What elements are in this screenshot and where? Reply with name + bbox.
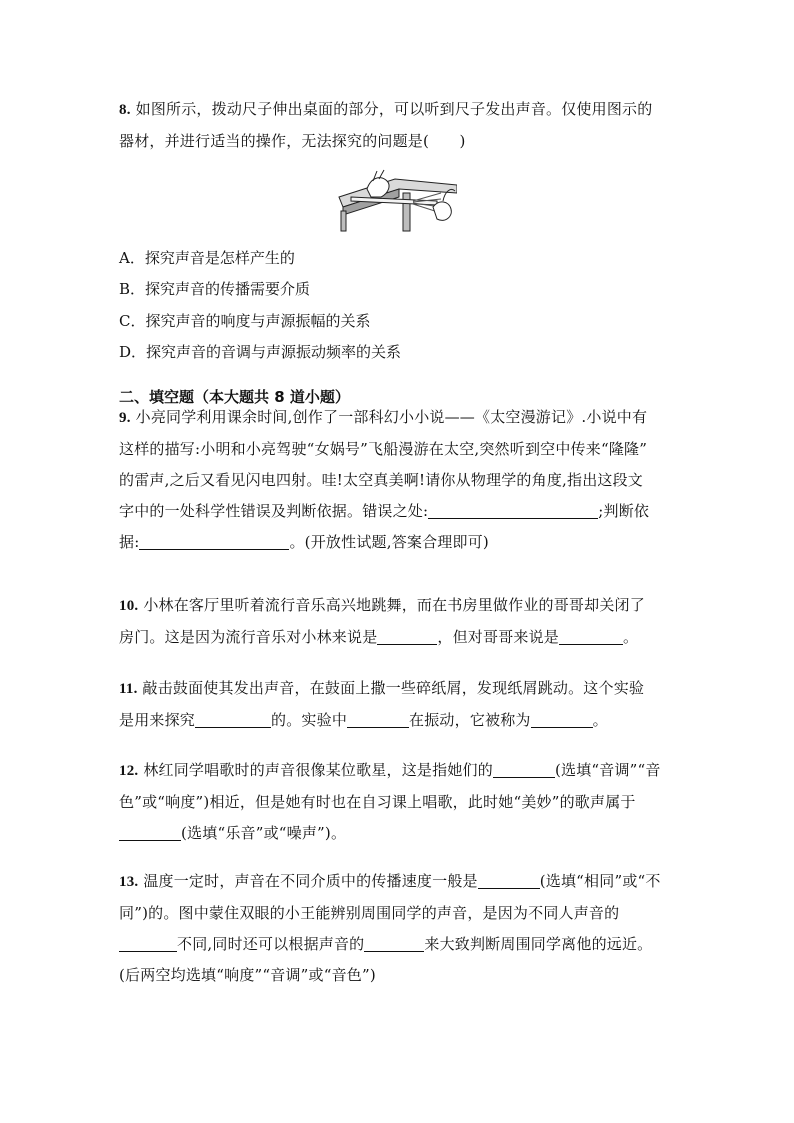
question-text: 。 [592, 711, 608, 729]
question-text: 在振动，它被称为 [409, 711, 531, 729]
question-text: 。 [623, 628, 639, 646]
question-text: 据: [119, 533, 140, 551]
question-text: 是用来探究 [119, 711, 196, 729]
question-text: 如图所示，拨动尺子伸出桌面的部分，可以听到尺子发出声音。仅使用图示的 [130, 100, 653, 118]
answer-blank[interactable] [347, 711, 409, 728]
question-10 [119, 590, 679, 653]
question-text: 房门。这是因为流行音乐对小林来说是 [119, 628, 378, 646]
ruler-on-table-figure [337, 167, 457, 233]
answer-blank[interactable] [139, 533, 289, 550]
question-text: 小林在客厅里听着流行音乐高兴地跳舞，而在书房里做作业的哥哥却关闭了 [138, 596, 645, 614]
question-number: 12. [119, 763, 139, 779]
question-text: 小亮同学利用课余时间,创作了一部科幻小小说——《太空漫游记》.小说中有 [130, 408, 648, 426]
question-text: 敲击鼓面使其发出声音，在鼓面上撒一些碎纸屑，发现纸屑跳动。这个实验 [137, 679, 645, 697]
question-text: (后两空均选填“响度”“音调”或“音色”) [119, 966, 376, 984]
question-text: 的。实验中 [271, 711, 348, 729]
question-text: (选填“音调”“音 [554, 761, 661, 779]
question-number: 9. [119, 410, 131, 426]
question-number: 13. [119, 874, 139, 890]
section-heading: 二、填空题（本大题共 8 道小题） [119, 388, 350, 406]
question-text: 同”)的。图中蒙住双眼的小王能辨别周围同学的声音，是因为不同人声音的 [119, 904, 620, 922]
answer-blank[interactable] [364, 935, 424, 952]
option-a: A．探究声音是怎样产生的 [119, 249, 295, 267]
answer-blank[interactable] [428, 502, 598, 519]
question-text: 器材，并进行适当的操作，无法探究的问题是( ) [119, 132, 466, 150]
question-12 [119, 755, 679, 849]
question-text: 字中的一处科学性错误及判断依据。错误之处: [119, 502, 429, 520]
question-9 [119, 402, 679, 558]
question-11 [119, 673, 679, 736]
option-d: D．探究声音的音调与声源振动频率的关系 [119, 343, 402, 361]
question-text: (选填“相同”或“不 [539, 872, 661, 890]
answer-blank[interactable] [531, 711, 593, 728]
question-number: 10. [119, 598, 139, 614]
question-text: 。(开放性试题,答案合理即可) [289, 533, 489, 551]
answer-blank[interactable] [119, 935, 177, 952]
question-text: 不同,同时还可以根据声音的 [177, 935, 365, 953]
question-text: (选填“乐音”或“噪声”)。 [181, 824, 347, 842]
answer-blank[interactable] [119, 824, 181, 841]
question-text: 这样的描写:小明和小亮驾驶“女娲号”飞船漫游在太空,突然听到空中传来“隆隆” [119, 440, 648, 458]
question-number: 8. [119, 102, 131, 118]
question-text: ，但对哥哥来说是 [437, 628, 560, 646]
answer-blank[interactable] [195, 711, 271, 728]
question-text: 来大致判断周围同学离他的远近。 [424, 935, 653, 953]
answer-blank[interactable] [377, 628, 437, 645]
answer-blank[interactable] [493, 761, 555, 778]
question-text: ;判断依 [598, 502, 650, 520]
answer-blank[interactable] [559, 628, 623, 645]
option-b: B．探究声音的传播需要介质 [119, 280, 311, 298]
question-number: 11. [119, 681, 138, 697]
question-8 [119, 94, 679, 157]
question-text: 的雷声,之后又看见闪电四射。哇!太空真美啊!请你从物理学的角度,指出这段文 [119, 471, 643, 489]
answer-blank[interactable] [478, 872, 540, 889]
question-text: 色”或“响度”)相近，但是她有时也在自习课上唱歌，此时她“美妙”的歌声属于 [119, 793, 636, 811]
option-c: C．探究声音的响度与声源振幅的关系 [119, 312, 371, 330]
question-text: 林红同学唱歌时的声音很像某位歌星，这是指她们的 [138, 761, 493, 779]
question-13 [119, 866, 679, 991]
question-text: 温度一定时，声音在不同介质中的传播速度一般是 [138, 872, 478, 890]
